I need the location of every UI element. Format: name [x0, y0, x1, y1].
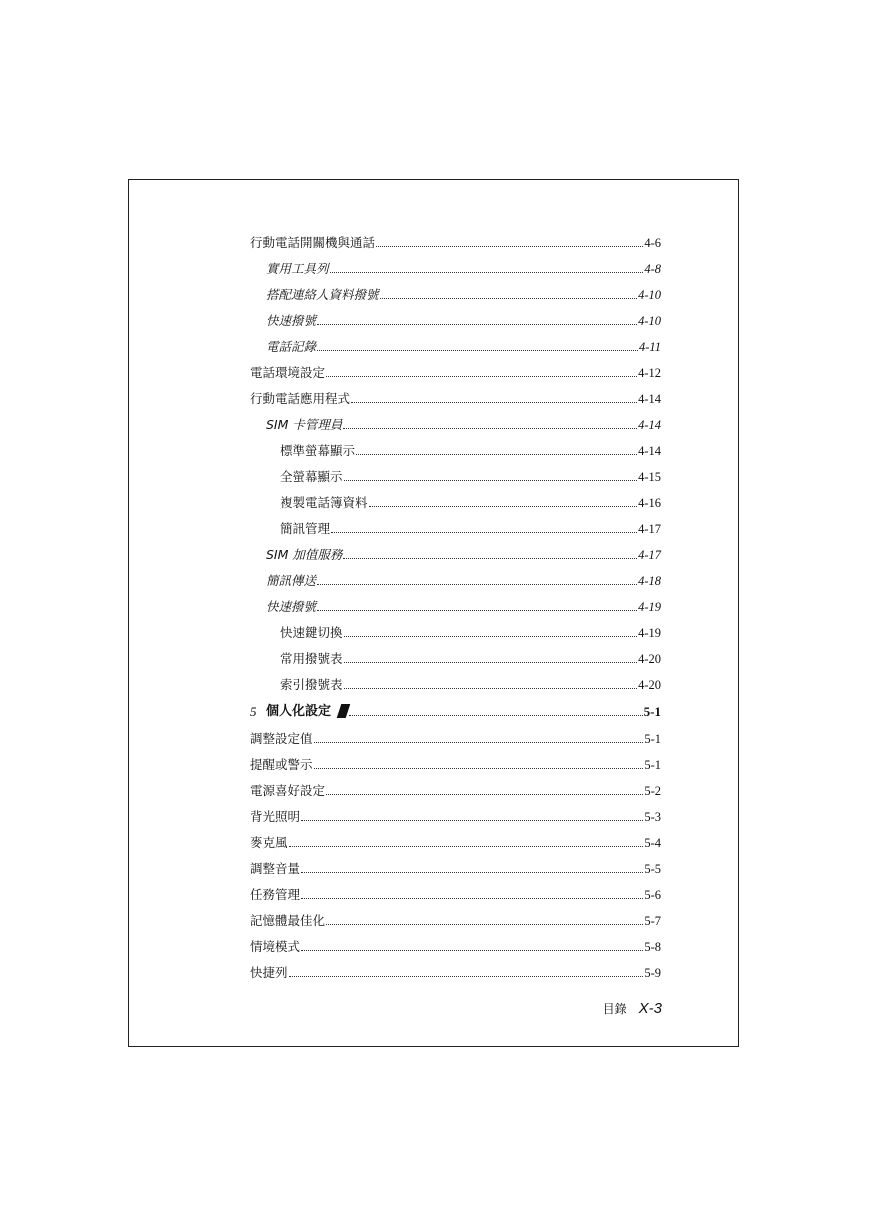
page-footer [603, 1000, 662, 1017]
toc-entry[interactable]: SIM 加值服務 4-17 [266, 546, 661, 562]
toc-entry[interactable]: 快速撥號 4-19 [266, 598, 661, 614]
toc-entry[interactable]: 快速撥號 4-10 [266, 312, 661, 328]
toc-entry[interactable]: 快速鍵切換 4-19 [280, 624, 661, 640]
toc-entry[interactable]: 提醒或警示 5-1 [250, 756, 661, 772]
page-number: X-3 [638, 1000, 662, 1017]
chapter-number: 5 [250, 704, 257, 719]
toc-entry[interactable]: 電話環境設定 4-12 [250, 364, 661, 380]
toc-entry[interactable]: 實用工具列 4-8 [266, 260, 661, 276]
toc-entry[interactable]: 索引撥號表 4-20 [280, 676, 661, 692]
toc-entry[interactable]: 快捷列 5-9 [250, 964, 661, 980]
toc-entry[interactable]: 簡訊管理 4-17 [280, 520, 661, 536]
toc-entry[interactable]: 調整音量 5-5 [250, 860, 661, 876]
toc-entry[interactable]: 全螢幕顯示 4-15 [280, 468, 661, 484]
toc-chapter-entry[interactable]: 5 個人化設定 5-1 [250, 704, 661, 719]
toc-entry[interactable]: 簡訊傳送 4-18 [266, 572, 661, 588]
toc-entry[interactable]: 調整設定值 5-1 [250, 730, 661, 746]
toc-entry[interactable]: 背光照明 5-3 [250, 808, 661, 824]
toc-entry[interactable]: 麥克風 5-4 [250, 834, 661, 850]
toc-entry[interactable]: 記憶體最佳化 5-7 [250, 912, 661, 928]
toc-entry[interactable]: 電源喜好設定 5-2 [250, 782, 661, 798]
toc-entry[interactable]: 常用撥號表 4-20 [280, 650, 661, 666]
toc-entry[interactable]: 電話記錄 4-11 [266, 338, 661, 354]
toc-entry[interactable]: 行動電話開關機與通話 4-6 [250, 234, 661, 250]
toc-entry[interactable]: 搭配連絡人資料撥號 4-10 [266, 286, 661, 302]
toc-entry[interactable]: SIM 卡管理員 4-14 [266, 416, 661, 432]
toc-entry[interactable]: 情境模式 5-8 [250, 938, 661, 954]
toc-entry[interactable]: 複製電話簿資料 4-16 [280, 494, 661, 510]
footer-label: 目錄 [602, 1002, 627, 1016]
toc-entry[interactable]: 任務管理 5-6 [250, 886, 661, 902]
toc-entry[interactable]: 標準螢幕顯示 4-14 [280, 442, 661, 458]
toc-entry[interactable]: 行動電話應用程式 4-14 [250, 390, 661, 406]
